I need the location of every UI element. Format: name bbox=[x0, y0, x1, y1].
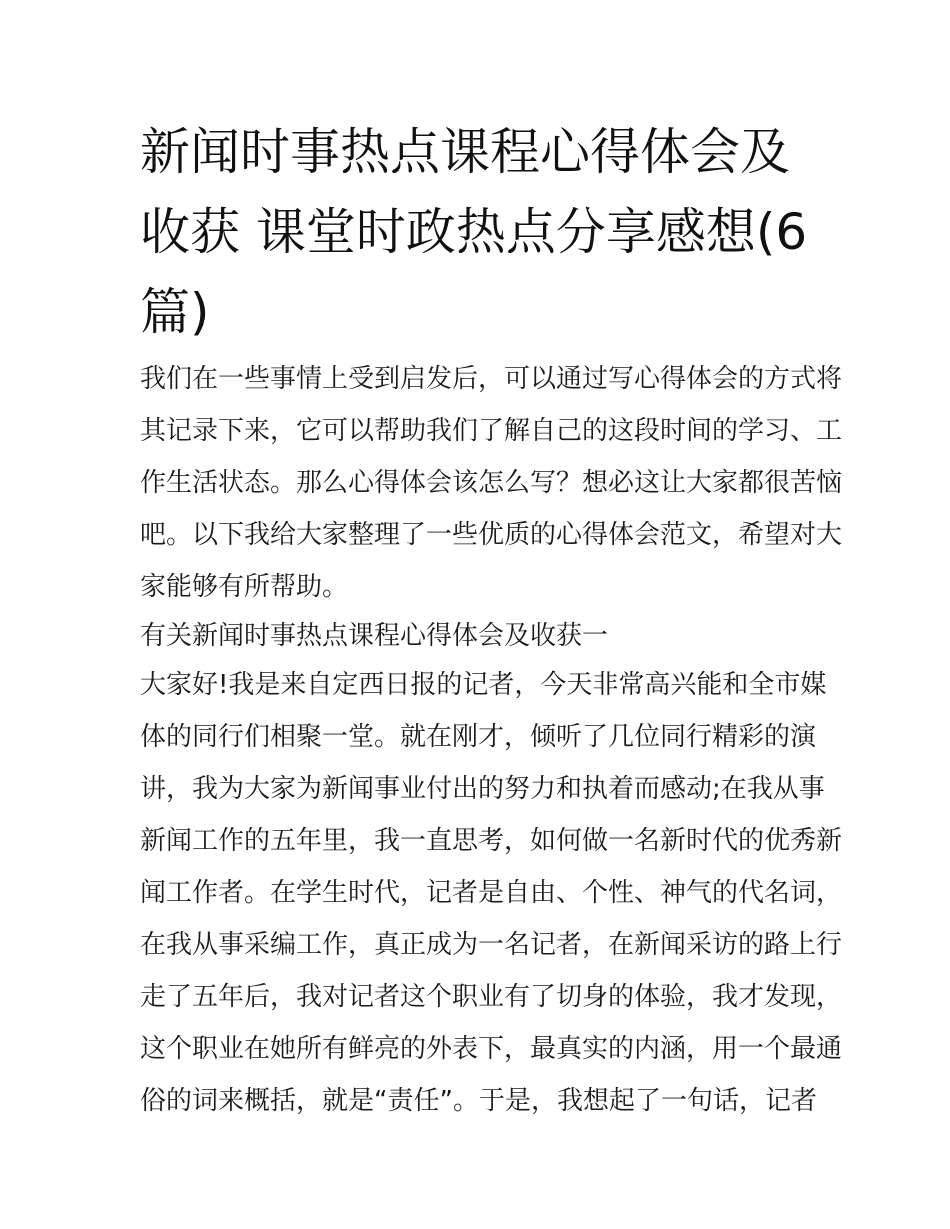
body-line: 闻工作者。在学生时代，记者是自由、个性、神气的代名词， bbox=[140, 878, 843, 908]
body-line: 在我从事采编工作，真正成为一名记者，在新闻采访的路上行 bbox=[140, 930, 843, 960]
intro-line: 家能够有所帮助。 bbox=[140, 572, 349, 602]
title-line: 新闻时事热点课程心得体会及 bbox=[140, 123, 790, 181]
body-line: 大家好!我是来自定西日报的记者，今天非常高兴能和全市媒 bbox=[140, 670, 827, 700]
body-line: 俗的词来概括，就是“责任”。于是，我想起了一句话，记者 bbox=[140, 1086, 817, 1116]
body-line: 走了五年后，我对记者这个职业有了切身的体验，我才发现， bbox=[140, 982, 843, 1012]
intro-line: 我们在一些事情上受到启发后，可以通过写心得体会的方式将 bbox=[140, 364, 843, 394]
intro-line: 作生活状态。那么心得体会该怎么写？想必这让大家都很苦恼 bbox=[140, 468, 843, 498]
body-line: 体的同行们相聚一堂。就在刚才，倾听了几位同行精彩的演 bbox=[140, 722, 817, 752]
intro-line: 其记录下来，它可以帮助我们了解自己的这段时间的学习、工 bbox=[140, 416, 843, 446]
body-line: 新闻工作的五年里，我一直思考，如何做一名新时代的优秀新 bbox=[140, 826, 843, 856]
body-line: 这个职业在她所有鲜亮的外表下，最真实的内涵，用一个最通 bbox=[140, 1034, 843, 1064]
intro-line: 吧。以下我给大家整理了一些优质的心得体会范文，希望对大 bbox=[140, 520, 843, 550]
document-title bbox=[140, 112, 820, 352]
title-line: 收获 课堂时政热点分享感想(6 bbox=[140, 203, 808, 261]
body-line: 讲，我为大家为新闻事业付出的努力和执着而感动;在我从事 bbox=[140, 774, 825, 804]
section-heading: 有关新闻时事热点课程心得体会及收获一 bbox=[140, 621, 609, 651]
title-line: 篇) bbox=[140, 283, 210, 341]
